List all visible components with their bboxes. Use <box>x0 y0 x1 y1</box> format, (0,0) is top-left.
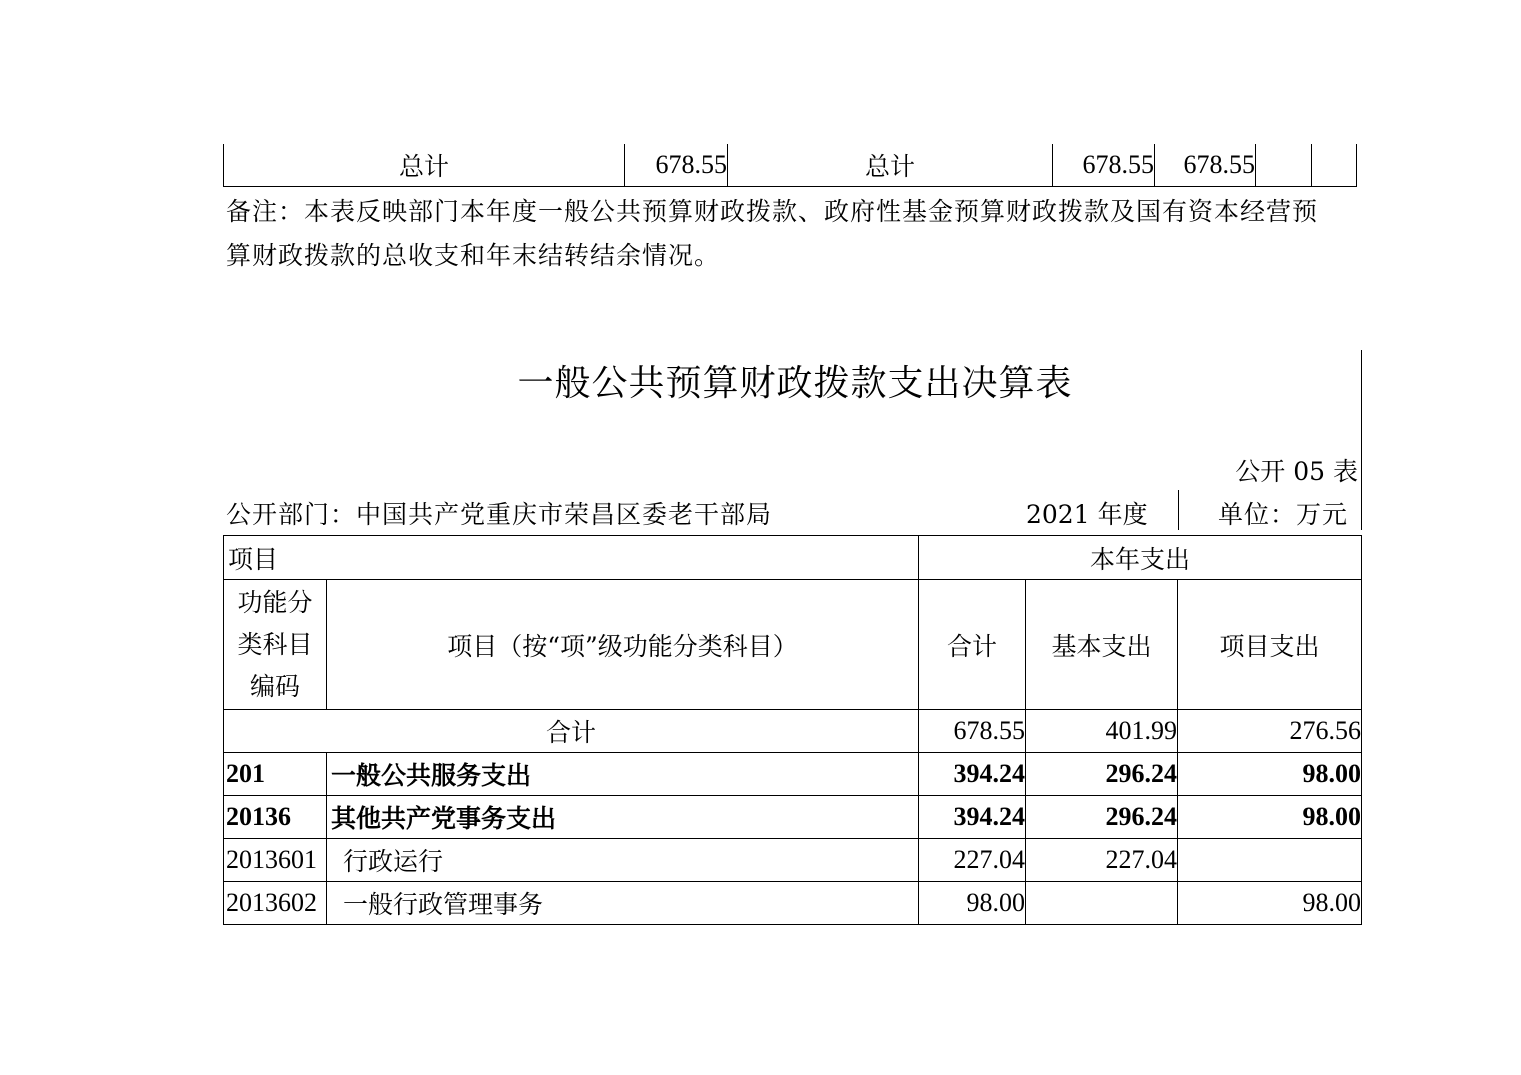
col-code-line: 功能分 <box>237 587 313 617</box>
row-total: 394.24 <box>919 753 1026 796</box>
expenditure-table <box>223 535 1362 925</box>
total-row <box>224 710 1362 753</box>
row-total: 98.00 <box>919 882 1026 925</box>
header-expense: 本年支出 <box>919 536 1362 580</box>
form-number: 公开 05 表 <box>1235 457 1358 486</box>
table-row <box>224 796 1362 839</box>
row-name: 一般公共服务支出 <box>327 753 919 796</box>
page-title: 一般公共预算财政拨款支出决算表 <box>517 363 1073 404</box>
header-item: 项目 <box>224 536 919 580</box>
col-basic-header: 基本支出 <box>1026 580 1178 710</box>
empty-cell <box>1312 144 1357 187</box>
empty-cell <box>1256 144 1312 187</box>
row-project: 98.00 <box>1178 796 1362 839</box>
total-project: 276.56 <box>1178 710 1362 753</box>
col-code-line: 类科目 <box>237 629 313 659</box>
header-row <box>224 536 1362 580</box>
remark-note: 备注：本表反映部门本年度一般公共预算财政拨款、政府性基金预算财政拨款及国有资本经营预算财政拨款的总收支和年末结转结余情况。 <box>226 197 1319 270</box>
row-name: 一般行政管理事务 <box>327 882 919 925</box>
row-code: 201 <box>224 753 327 796</box>
table-row <box>224 839 1362 882</box>
total-value-right-2: 678.55 <box>1155 144 1256 187</box>
previous-table-total-row <box>223 144 1357 187</box>
table-row <box>224 882 1362 925</box>
row-total: 394.24 <box>919 796 1026 839</box>
row-project: 98.00 <box>1178 882 1362 925</box>
total-value-right-1: 678.55 <box>1053 144 1155 187</box>
fiscal-year: 2021 年度 <box>1026 500 1148 529</box>
department-label: 公开部门：中国共产党重庆市荣昌区委老干部局 <box>226 500 773 529</box>
row-code: 20136 <box>224 796 327 839</box>
row-project: 98.00 <box>1178 753 1362 796</box>
col-total-header: 合计 <box>919 580 1026 710</box>
row-basic: 296.24 <box>1026 753 1178 796</box>
row-project <box>1178 839 1362 882</box>
total-amount: 678.55 <box>919 710 1026 753</box>
col-code-line: 编码 <box>249 671 300 701</box>
row-code: 2013602 <box>224 882 327 925</box>
col-name-header: 项目（按“项”级功能分类科目） <box>327 580 919 710</box>
table-row <box>224 753 1362 796</box>
column-header-row <box>224 580 1362 710</box>
frame-rule <box>1178 490 1179 530</box>
row-code: 2013601 <box>224 839 327 882</box>
unit-label: 单位：万元 <box>1218 500 1349 529</box>
row-basic <box>1026 882 1178 925</box>
row-basic: 296.24 <box>1026 796 1178 839</box>
col-code-header <box>224 580 327 710</box>
row-basic: 227.04 <box>1026 839 1178 882</box>
row-total: 227.04 <box>919 839 1026 882</box>
row-name: 行政运行 <box>327 839 919 882</box>
total-label-left: 总计 <box>224 144 625 187</box>
total-value-left: 678.55 <box>625 144 728 187</box>
col-project-header: 项目支出 <box>1178 580 1362 710</box>
total-basic: 401.99 <box>1026 710 1178 753</box>
total-label-right: 总计 <box>728 144 1053 187</box>
row-name: 其他共产党事务支出 <box>327 796 919 839</box>
total-label: 合计 <box>224 710 919 753</box>
